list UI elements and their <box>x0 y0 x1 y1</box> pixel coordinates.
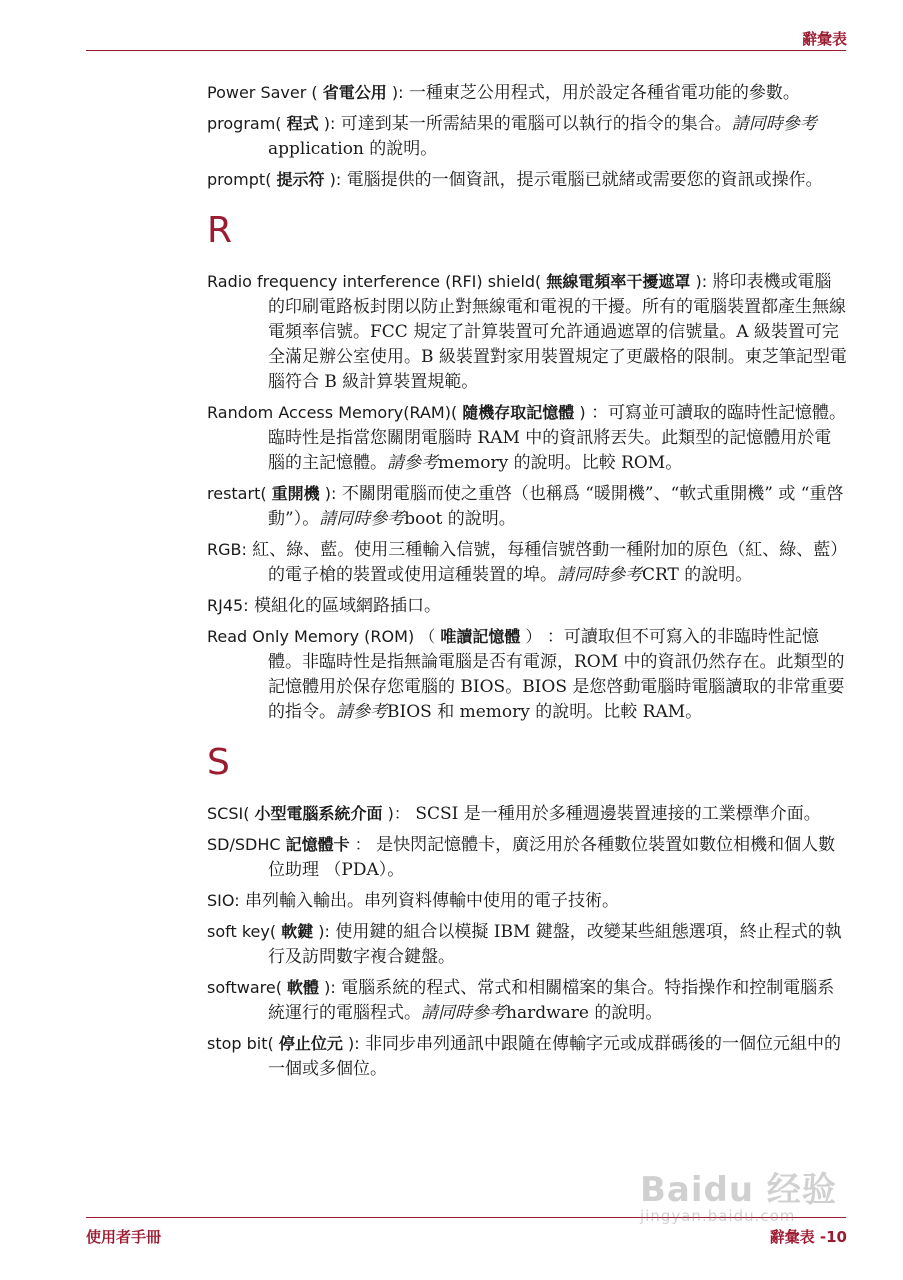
term-zh: 隨機存取記憶體 <box>462 403 575 422</box>
term-en: soft key( <box>207 922 277 941</box>
cross-reference-label: 請同時參考 <box>557 565 642 585</box>
term-end: ） <box>525 627 542 646</box>
term-zh: 記憶體卡 <box>285 835 350 854</box>
term-en: Read Only Memory (ROM) （ <box>207 627 436 646</box>
definition-cont: BIOS 和 memory 的說明。比較 RAM。 <box>387 702 703 722</box>
term-en: Random Access Memory(RAM)( <box>207 403 458 422</box>
term-end: ): <box>347 1034 360 1053</box>
cross-reference-label: 請同時參考 <box>319 509 405 529</box>
header-divider <box>86 50 846 51</box>
glossary-term <box>207 170 341 189</box>
watermark <box>640 1162 860 1242</box>
definition-cont: hardware 的說明。 <box>506 1003 663 1023</box>
term-end: ): <box>318 922 330 941</box>
term-end: ： <box>354 835 371 854</box>
term-zh: 唯讀記憶體 <box>440 627 521 646</box>
glossary-entry <box>207 167 847 193</box>
glossary-entry <box>207 1031 847 1082</box>
glossary-term <box>207 83 403 102</box>
glossary-term <box>207 484 336 503</box>
term-en: RJ45: <box>207 596 249 615</box>
section-letter-r: R <box>207 210 233 251</box>
glossary-entry <box>207 400 847 476</box>
glossary-term <box>207 835 371 854</box>
glossary-term <box>207 891 240 910</box>
glossary-entry <box>207 80 847 106</box>
definition-cont: CRT 的說明。 <box>642 565 753 585</box>
definition: 可達到某一所需結果的電腦可以執行的指令的集合。 <box>340 114 732 134</box>
term-en: program( <box>207 114 282 133</box>
term-end: ): <box>329 170 342 189</box>
definition: 非同步串列通訊中跟隨在傳輸字元或成群碼後的一個位元組中的一個或多個位。 <box>268 1034 842 1079</box>
term-en: SD/SDHC <box>207 835 281 854</box>
term-en: prompt( <box>207 170 272 189</box>
glossary-term <box>207 540 247 559</box>
definition: 不關閉電腦而使之重啓（也稱爲 “暖開機”、“軟式重開機” 或 “重啓動”）。 <box>268 484 844 529</box>
term-en: Power Saver ( <box>207 83 318 102</box>
term-end: ): <box>323 114 336 133</box>
definition: 使用鍵的組合以模擬 IBM 鍵盤，改變某些組態選項，終止程式的執行及訪問數字複合鍵盤。 <box>268 922 842 967</box>
glossary-term <box>207 403 586 422</box>
glossary-entry <box>207 975 847 1026</box>
term-zh: 程式 <box>286 114 319 133</box>
definition: 模組化的區域網路插口。 <box>254 596 441 616</box>
definition: 是快閃記憶體卡，廣泛用於各種數位裝置如數位相機和個人數位助理 （PDA）。 <box>268 835 836 880</box>
glossary-entry <box>207 624 847 725</box>
footer-manual-title: 使用者手冊 <box>86 1228 162 1246</box>
term-en: stop bit( <box>207 1034 274 1053</box>
definition: SCSI 是一種用於多種週邊裝置連接的工業標準介面。 <box>415 804 821 824</box>
glossary-term <box>207 922 330 941</box>
glossary-entry <box>207 111 847 162</box>
cross-reference-label: 請同時參考 <box>731 114 817 134</box>
glossary-entry <box>207 269 847 395</box>
definition-cont: memory 的說明。比較 ROM。 <box>438 453 683 473</box>
term-end: ) <box>579 403 586 422</box>
glossary-entry <box>207 801 847 827</box>
term-zh: 無線電頻率干擾遮罩 <box>546 272 691 291</box>
glossary-entry <box>207 888 847 914</box>
watermark-url: jingyan.baidu.com <box>640 1207 796 1225</box>
term-zh: 軟鍵 <box>281 922 314 941</box>
definition: 串列輸入輸出。串列資料傳輸中使用的電子技術。 <box>244 891 619 911</box>
definition: 紅、綠、藍。使用三種輸入信號，每種信號啓動一種附加的原色（紅、綠、藍）的電子槍的裝置或使用這種裝置的埠。 <box>252 540 839 585</box>
term-zh: 提示符 <box>276 170 325 189</box>
glossary-term <box>207 627 542 646</box>
term-end: ): <box>324 978 336 997</box>
definition: 電腦系統的程式、常式和相關檔案的集合。特指操作和控制電腦系統運行的電腦程式。 <box>268 978 835 1023</box>
definition: ：可讀取但不可寫入的非臨時性記憶體。非臨時性是指無論電腦是否有電源，ROM 中的資訊仍然存在。此類型的記憶體用於保存您電腦的 BIOS。BIOS 是您啓動電腦時電腦讀取的非常重要的指令。 <box>268 627 845 722</box>
term-end: ): <box>391 83 404 102</box>
definition: 一種東芝公用程式，用於設定各種省電功能的參數。 <box>408 83 800 103</box>
term-en: software( <box>207 978 282 997</box>
glossary-content <box>207 80 847 1087</box>
glossary-term <box>207 804 410 823</box>
term-zh: 重開機 <box>271 484 320 503</box>
definition-cont: application 的說明。 <box>268 139 438 159</box>
p-entries <box>207 80 847 193</box>
term-end: ): <box>695 272 708 291</box>
s-entries <box>207 801 847 1082</box>
term-en: SIO: <box>207 891 240 910</box>
header-title: 辭彙表 <box>801 30 847 48</box>
glossary-term <box>207 114 335 133</box>
glossary-entry <box>207 832 847 883</box>
definition: ：可寫並可讀取的臨時性記憶體。臨時性是指當您關閉電腦時 RAM 中的資訊將丟失。此類型的記憶體用於電腦的主記憶體。 <box>268 403 847 473</box>
cross-reference-label: 請同時參考 <box>421 1003 506 1023</box>
term-zh: 停止位元 <box>278 1034 343 1053</box>
glossary-entry <box>207 919 847 970</box>
term-end: ): <box>324 484 337 503</box>
glossary-term <box>207 978 336 997</box>
cross-reference-label: 請參考 <box>387 453 438 473</box>
term-en: SCSI( <box>207 804 250 823</box>
footer-page-number: 辭彙表 -10 <box>769 1228 847 1246</box>
glossary-term <box>207 1034 360 1053</box>
definition-cont: boot 的說明。 <box>404 509 516 529</box>
term-zh: 小型電腦系統介面 <box>254 804 383 823</box>
glossary-entry <box>207 593 847 619</box>
section-letter-s: S <box>207 742 230 783</box>
term-zh: 省電公用 <box>322 83 387 102</box>
definition: 將印表機或電腦的印刷電路板封閉以防止對無線電和電視的干擾。所有的電腦裝置都產生無線電頻率信號。FCC 規定了計算裝置可允許通過遮罩的信號量。A 級裝置可完全滿足辦公室使用。B 級裝置對家用裝置規定了更嚴格的限制。東芝筆記型電腦符合 B 級計算裝置規範。 <box>268 272 847 392</box>
glossary-entry <box>207 481 847 532</box>
glossary-entry <box>207 537 847 588</box>
glossary-term <box>207 596 249 615</box>
r-entries <box>207 269 847 725</box>
watermark-logo: Baidu 经验 <box>640 1170 837 1210</box>
term-en: Radio frequency interference (RFI) shield( <box>207 272 542 291</box>
term-en: restart( <box>207 484 267 503</box>
term-end: )： <box>387 804 410 823</box>
term-en: RGB: <box>207 540 247 559</box>
cross-reference-label: 請參考 <box>336 702 387 722</box>
definition: 電腦提供的一個資訊，提示電腦已就緒或需要您的資訊或操作。 <box>346 170 823 190</box>
term-zh: 軟體 <box>287 978 320 997</box>
glossary-term <box>207 272 707 291</box>
